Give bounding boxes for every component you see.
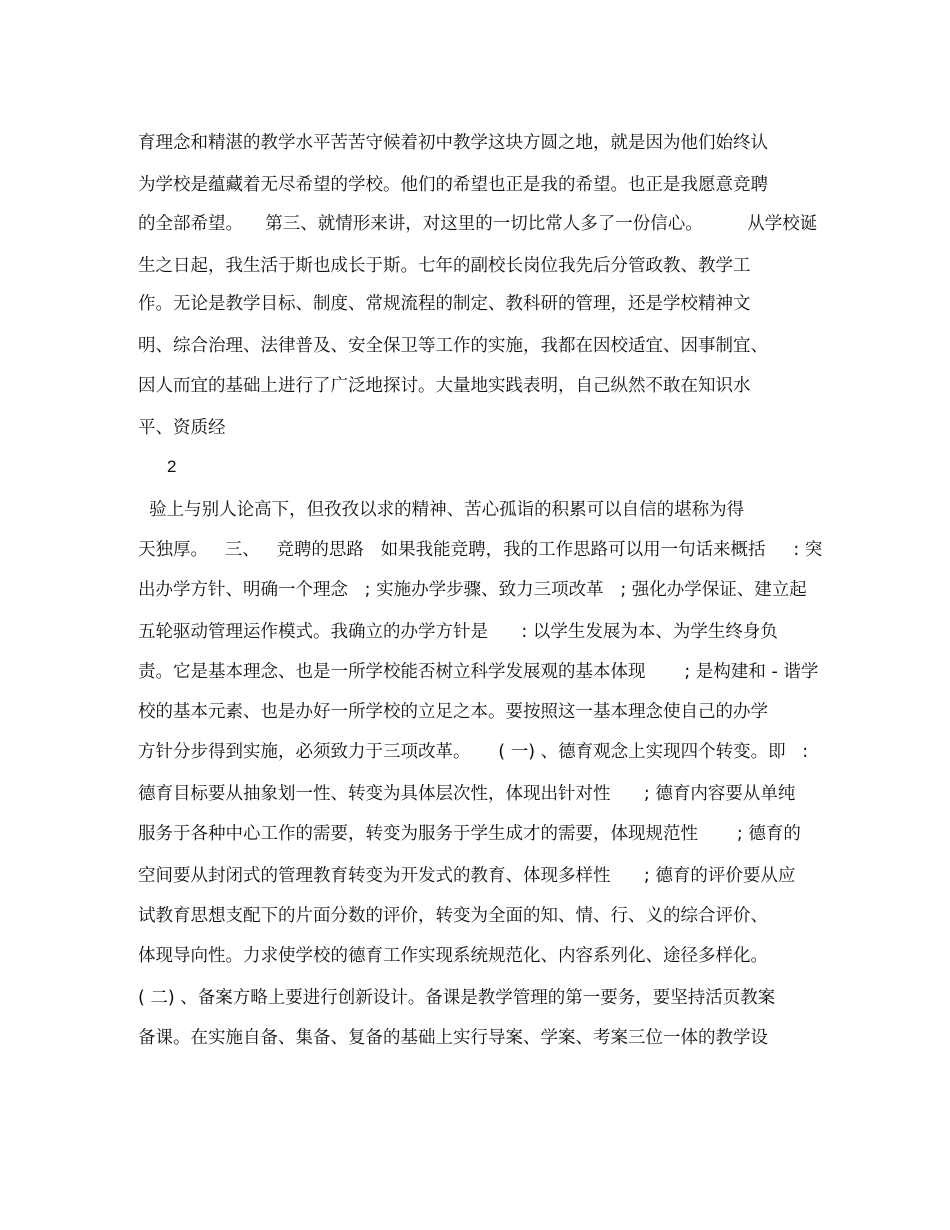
text-line: 责。它是基本理念、也是一所学校能否树立科学发展观的基本体现 ; 是构建和 - 谐学 [138,662,819,682]
text-line: 方针分步得到实施，必须致力于三项改革。 ( 一) 、德育观念上实现四个转变。即 : [138,742,809,762]
text-line: 平、资质经 [138,418,226,438]
text-line: 试教育思想支配下的片面分数的评价，转变为全面的知、情、行、义的综合评价、 [138,906,768,926]
text-line: 校的基本元素、也是办好一所学校的立足之本。要按照这一基本理念使自己的办学 [138,702,768,722]
text-line: 天独厚。 三、 竞聘的思路 如果我能竞聘，我的工作思路可以用一句话来概括 : 突 [138,540,823,560]
text-line: ( 二) 、备案方略上要进行创新设计。备课是教学管理的第一要务，要坚持活页教案 [138,988,776,1008]
text-line: 的全部希望。 第三、就情形来讲，对这里的一切比常人多了一份信心。 从学校诞 [138,214,818,234]
text-line: 空间要从封闭式的管理教育转变为开发式的教育、体现多样性 ; 德育的评价要从应 [138,866,796,886]
text-line: 五轮驱动管理运作模式。我确立的办学方针是 : 以学生发展为本、为学生终身负 [138,622,778,642]
page-number: 2 [167,457,177,476]
text-line: 服务于各种中心工作的需要，转变为服务于学生成才的需要，体现规范性 ; 德育的 [138,824,801,844]
text-line: 验上与别人论高下，但孜孜以求的精神、苦心孤诣的积累可以自信的堪称为得 [138,500,745,520]
text-line: 育理念和精湛的教学水平苦苦守候着初中教学这块方圆之地，就是因为他们始终认 [138,133,768,153]
text-line: 因人而宜的基础上进行了广泛地探讨。大量地实践表明，自己纵然不敢在知识水 [138,376,751,396]
text-line: 备课。在实施自备、集备、复备的基础上实行导案、学案、考案三位一体的教学设 [138,1028,768,1048]
text-line: 为学校是蕴藏着无尽希望的学校。他们的希望也正是我的希望。也正是我愿意竞聘 [138,175,768,195]
text-line: 出办学方针、明确一个理念 ; 实施办学步骤、致力三项改革 ; 强化办学保证、建立起 [138,580,807,600]
text-line: 明、综合治理、法律普及、安全保卫等工作的实施，我都在因校适宜、因事制宜、 [138,336,768,356]
text-line: 体现导向性。力求使学校的德育工作实现系统规范化、内容系列化、途径多样化。 [138,946,768,966]
text-line: 德育目标要从抽象划一性、转变为具体层次性，体现出针对性 ; 德育内容要从单纯 [138,784,796,804]
text-line: 作。无论是教学目标、制度、常规流程的制定、教科研的管理，还是学校精神文 [138,294,751,314]
text-line: 生之日起，我生活于斯也成长于斯。七年的副校长岗位我先后分管政教、教学工 [138,256,751,276]
